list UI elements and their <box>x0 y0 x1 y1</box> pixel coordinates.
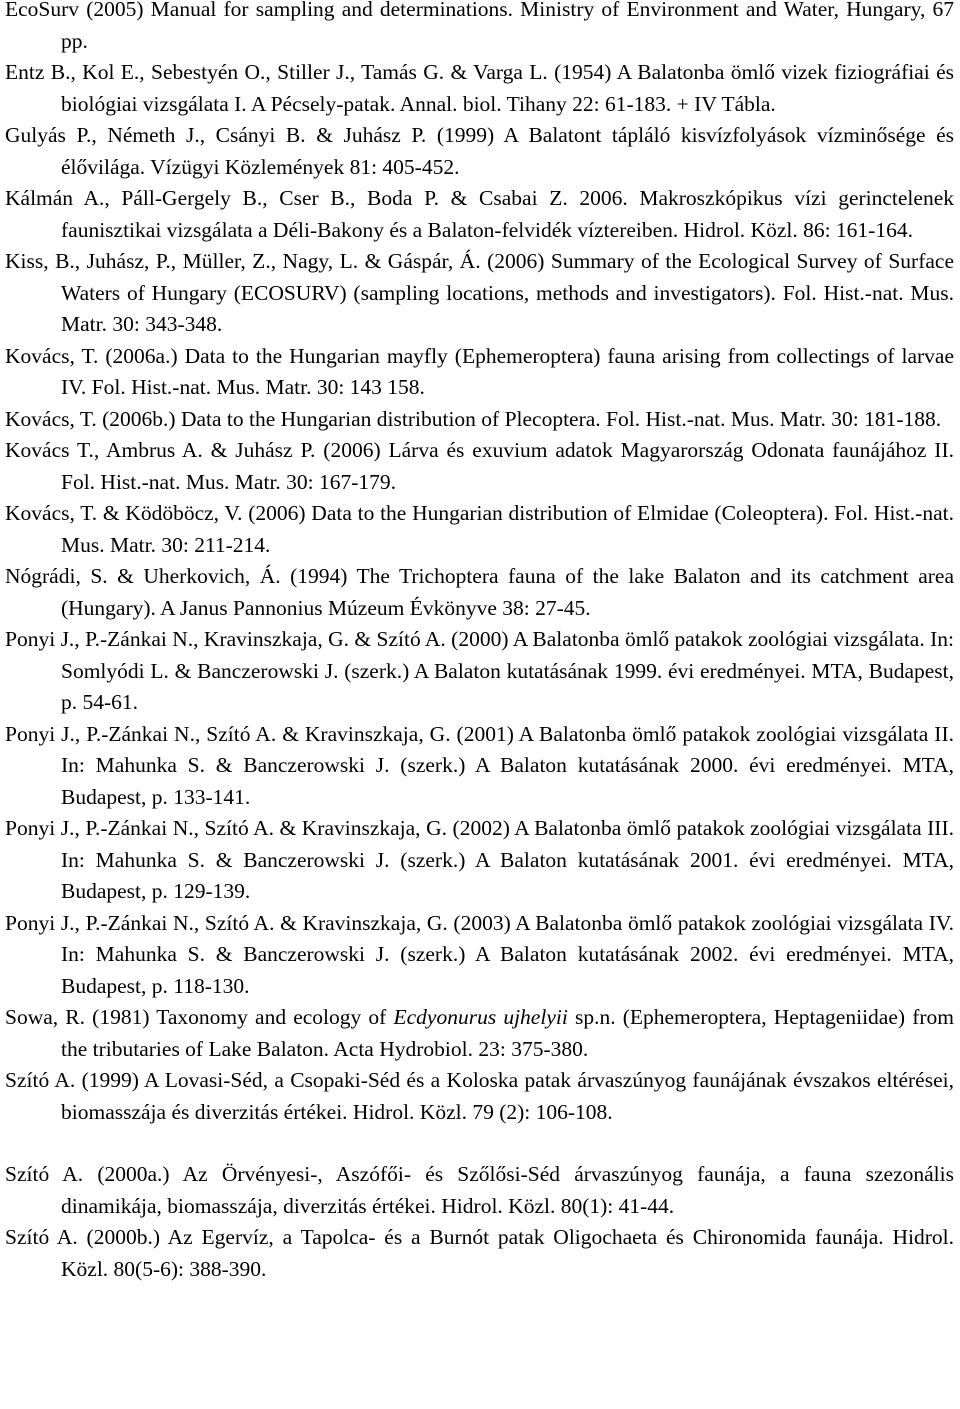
reference-entry: Entz B., Kol E., Sebestyén O., Stiller J., Tamás G. & Varga L. (1954) A Balatonba ömlő vizek fiziográfiai és biológiai vizsgálata I. A Pécsely-patak. Annal. biol. Tihany 22: 61-183. + IV Tábla. <box>5 60 954 116</box>
reference-entry: Szító A. (1999) A Lovasi-Séd, a Csopaki-Séd és a Koloska patak árvaszúnyog faunájának évszakos eltérései, biomasszája és diverzitás értékei. Hidrol. Közl. 79 (2): 106-108. <box>5 1068 954 1124</box>
reference-entry: EcoSurv (2005) Manual for sampling and determinations. Ministry of Environment and Water, Hungary, 67 pp. <box>5 0 954 53</box>
reference-text-before-species: Sowa, R. (1981) Taxonomy and ecology of <box>5 1005 394 1029</box>
reference-entry: Kovács, T. (2006a.) Data to the Hungarian mayfly (Ephemeroptera) fauna arising from collectings of larvae IV. Fol. Hist.-nat. Mus. Matr. 30: 143 158. <box>5 343 954 399</box>
reference-entry: Kálmán A., Páll-Gergely B., Cser B., Boda P. & Csabai Z. 2006. Makroszkópikus vízi gerinctelenek faunisztikai vizsgálata a Déli-Bakony és a Balaton-felvidék víztereiben. Hidrol. Közl. 86: 161-164. <box>5 186 954 242</box>
reference-entry: Szító A. (2000a.) Az Örvényesi-, Aszófői- és Szőlősi-Séd árvaszúnyog faunája, a fauna szezonális dinamikája, biomasszája, diverzitás értékei. Hidrol. Közl. 80(1): 41-44. <box>5 1162 954 1218</box>
species-name-italic: Ecdyonurus ujhelyii <box>393 1005 568 1029</box>
reference-entry: Ponyi J., P.-Zánkai N., Szító A. & Kravinszkaja, G. (2003) A Balatonba ömlő patakok zoológiai vizsgálata IV. In: Mahunka S. & Banczerowski J. (szerk.) A Balaton kutatásának 2002. évi eredményei. MTA, Budapest, p. 118-130. <box>5 910 954 998</box>
reference-entry: Ponyi J., P.-Zánkai N., Szító A. & Kravinszkaja, G. (2001) A Balatonba ömlő patakok zoológiai vizsgálata II. In: Mahunka S. & Banczerowski J. (szerk.) A Balaton kutatásának 2000. évi eredményei. MTA, Budapest, p. 133-141. <box>5 721 954 809</box>
reference-entry: Nógrádi, S. & Uherkovich, Á. (1994) The Trichoptera fauna of the lake Balaton and its catchment area (Hungary). A Janus Pannonius Múzeum Évkönyve 38: 27-45. <box>5 564 954 620</box>
reference-entry <box>5 1002 954 1065</box>
reference-entry: Gulyás P., Németh J., Csányi B. & Juhász P. (1999) A Balatont tápláló kisvízfolyások vízminősége és élővilága. Vízügyi Közlemények 81: 405-452. <box>5 123 954 179</box>
reference-entry: Kovács T., Ambrus A. & Juhász P. (2006) Lárva és exuvium adatok Magyarország Odonata faunájához II. Fol. Hist.-nat. Mus. Matr. 30: 167-179. <box>5 438 954 494</box>
reference-entry: Ponyi J., P.-Zánkai N., Szító A. & Kravinszkaja, G. (2002) A Balatonba ömlő patakok zoológiai vizsgálata III. In: Mahunka S. & Banczerowski J. (szerk.) A Balaton kutatásának 2001. évi eredményei. MTA, Budapest, p. 129-139. <box>5 816 954 903</box>
reference-entry: Kovács, T. & Ködöböcz, V. (2006) Data to the Hungarian distribution of Elmidae (Coleoptera). Fol. Hist.-nat. Mus. Matr. 30: 211-214. <box>5 501 954 557</box>
reference-entry: Kiss, B., Juhász, P., Müller, Z., Nagy, L. & Gáspár, Á. (2006) Summary of the Ecological Survey of Surface Waters of Hungary (ECOSURV) (sampling locations, methods and investigators). Fol. Hist.-nat. Mus. Matr. 30: 343-348. <box>5 249 954 336</box>
reference-text-after-species: sp.n. (Ephemeroptera, Heptageniidae) from the tributaries of Lake Balaton. Acta Hydrobiol. 23: 375-380. <box>61 1005 954 1061</box>
reference-entry: Kovács, T. (2006b.) Data to the Hungarian distribution of Plecoptera. Fol. Hist.-nat. Mus. Matr. 30: 181-188. <box>5 406 942 431</box>
reference-entry: Ponyi J., P.-Zánkai N., Kravinszkaja, G. & Szító A. (2000) A Balatonba ömlő patakok zoológiai vizsgálata. In: Somlyódi L. & Banczerowski J. (szerk.) A Balaton kutatásának 1999. évi eredményei. MTA, Budapest, p. 54-61. <box>5 627 954 714</box>
reference-entry: Szító A. (2000b.) Az Egervíz, a Tapolca- és a Burnót patak Oligochaeta és Chironomida faunája. Hidrol. Közl. 80(5-6): 388-390. <box>5 1225 954 1281</box>
